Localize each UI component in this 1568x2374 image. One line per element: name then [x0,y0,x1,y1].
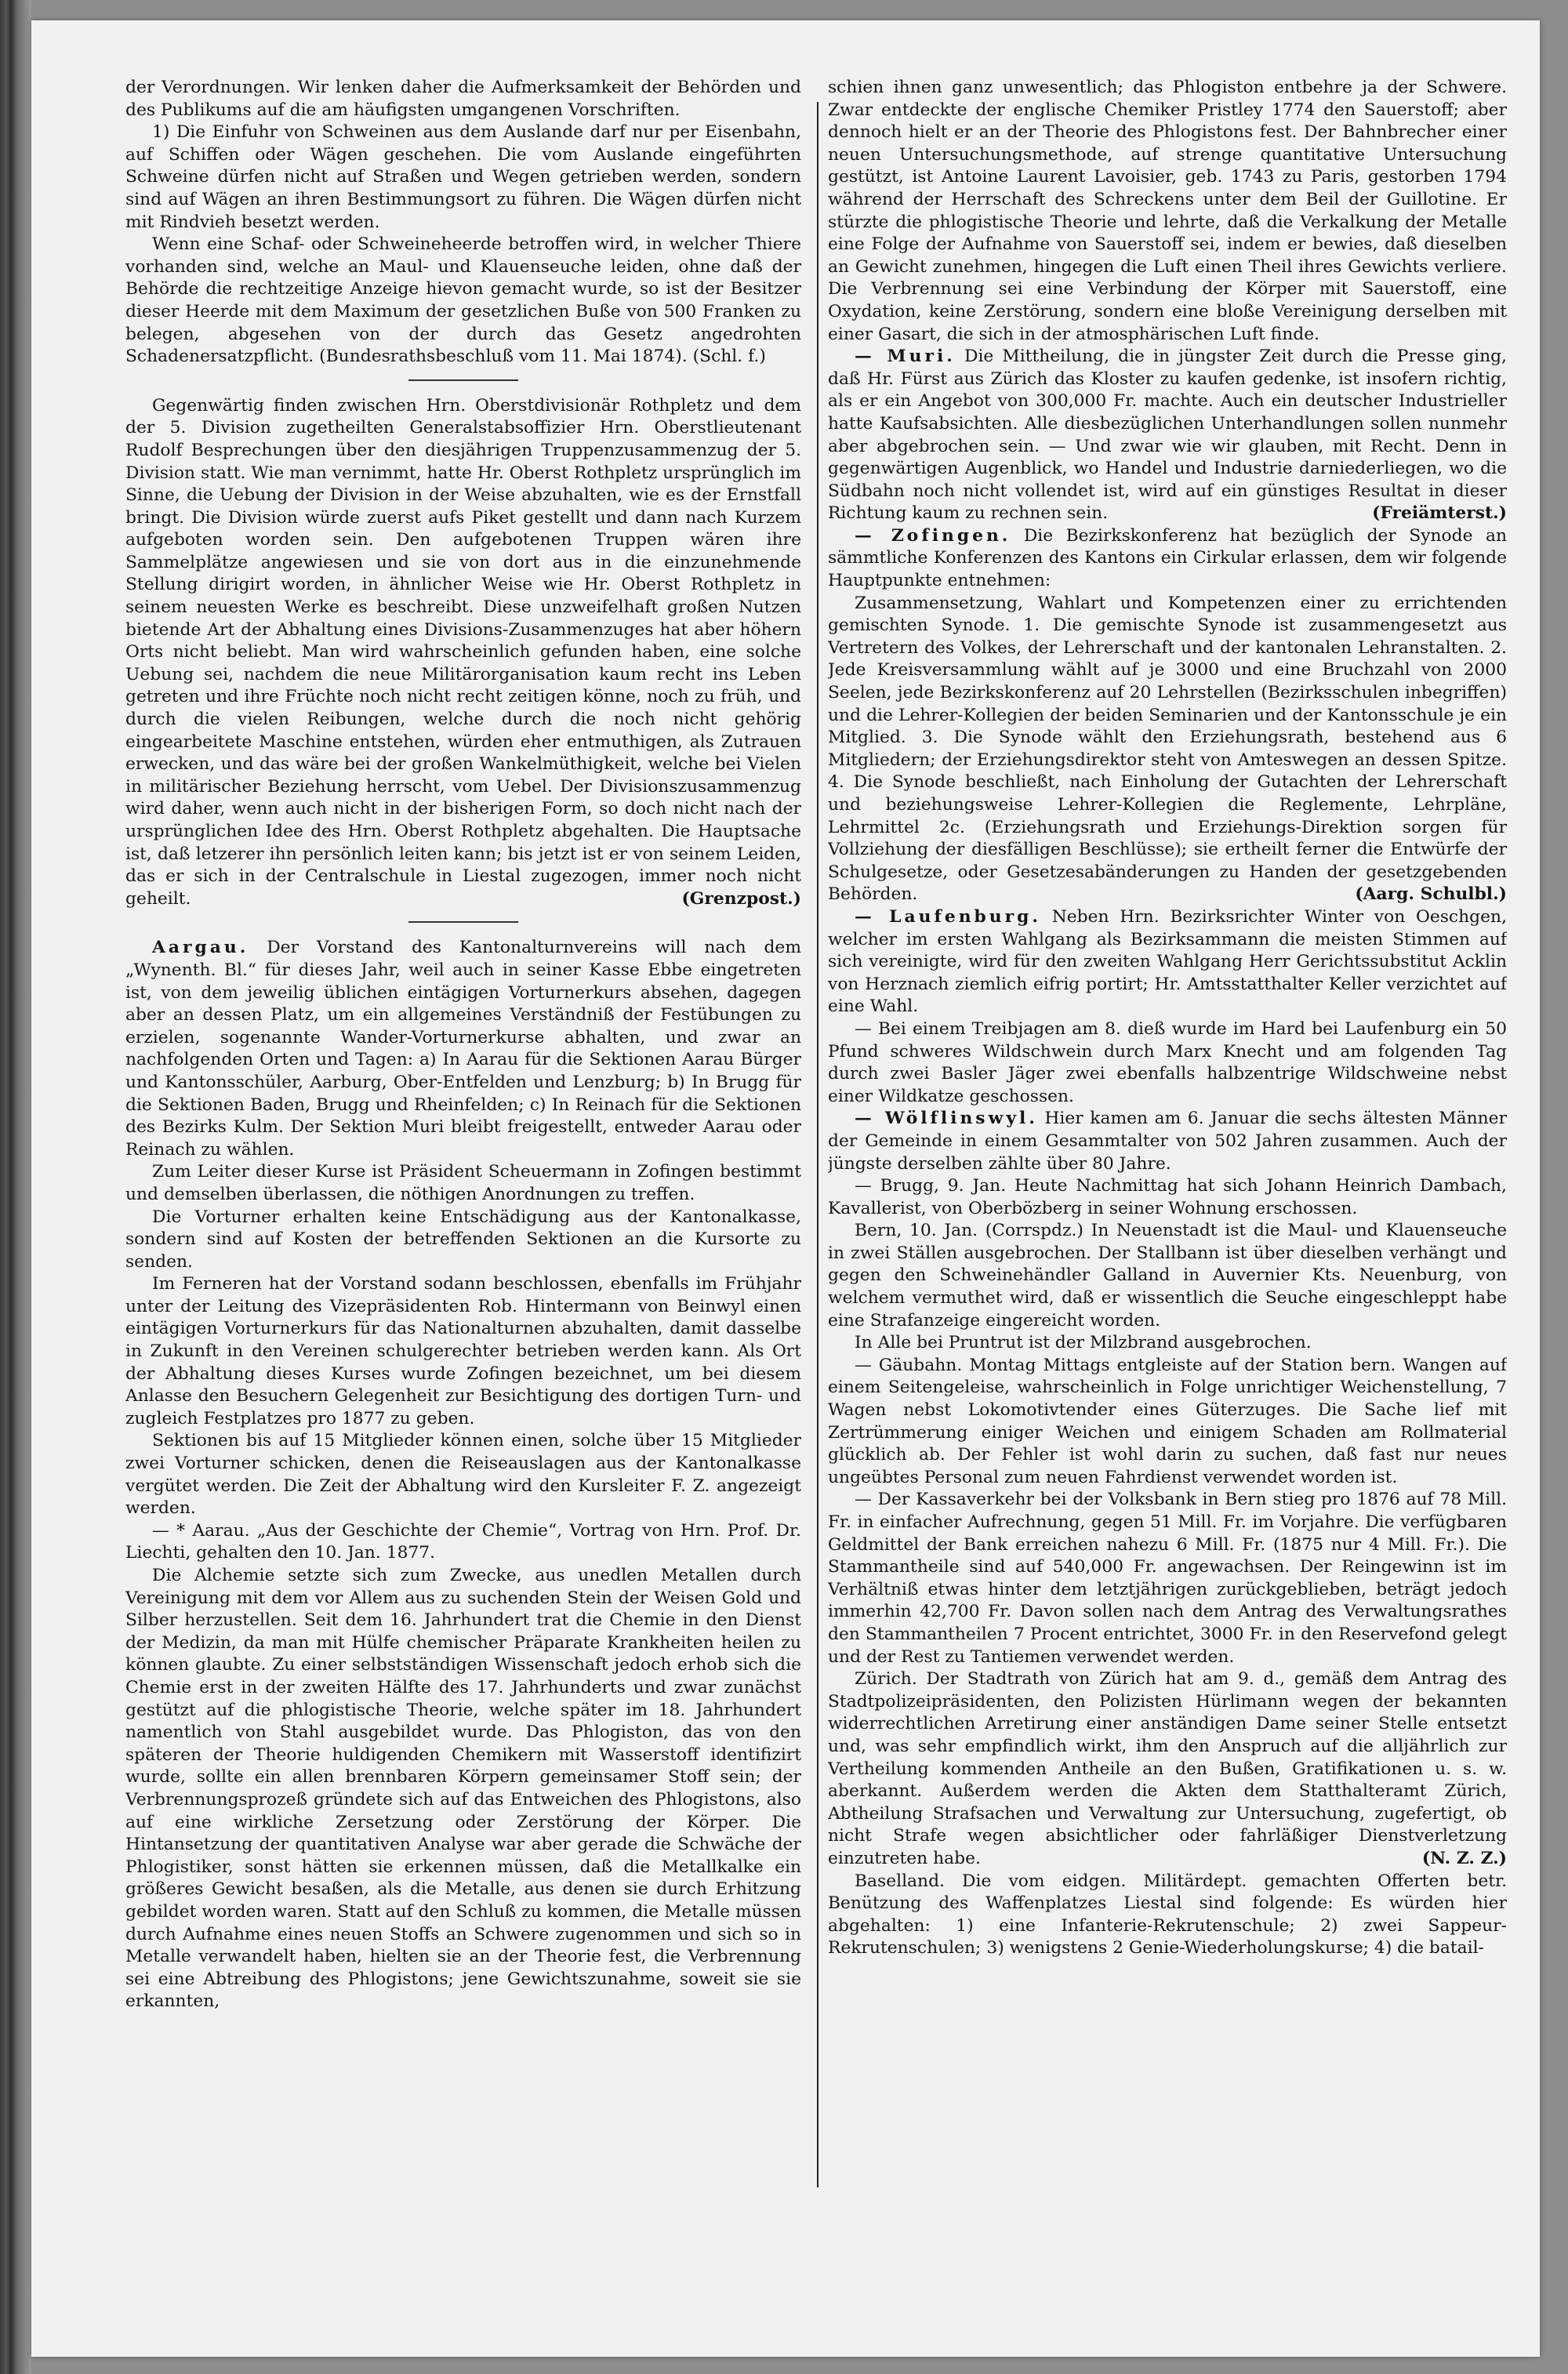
paragraph: Zum Leiter dieser Kurse ist Präsident Scheuermann in Zofingen bestimmt und demselben überlassen, die nöthigen Anordnungen zu treffen. [125,1162,801,1204]
paragraph-text: Die Bezirkskonferenz hat bezüglich der Synode an sämmtliche Konferenzen des Kantons ein Cirkular erlassen, dem wir folgende Hauptpunkte entnehmen: [828,525,1507,591]
paragraph: Baselland. Die vom eidgen. Militärdept. gemachten Offerten betr. Benützung des Waffenplatzes Liestal sind folgende: Es würden hier abgehalten: 1) eine Infanterie-Rekrutenschule; 2) zwei Sappeur-Rekrutenschulen; 3) wenigstens 2 Genie-Wiederholungskurse; 4) die batail- [828,1871,1507,1958]
paragraph-text: Der Vorstand des Kantonalturnvereins will nach dem „Wynenth. Bl.“ für dieses Jahr, weil auch in seiner Kasse Ebbe eingetreten ist, von dem jeweilig üblichen eintägigen Vorturnerkurs absehen, dagegen aber an dessen Platz, um ein allgemeines Verständniß der Festübungen zu erzielen, sogenannte Wander-Vorturnerkurse abhalten, und zwar an nachfolgenden Orten und Tagen: a) In Aarau für die Sektionen Aarau Bürger und Kantonsschüler, Aarburg, Ober-Entfelden und Lenzburg; b) In Brugg für die Sektionen Baden, Brugg und Rheinfelden; c) In Reinach für die Sektionen des Bezirks Kulm. Der Sektion Muri bleibt freigestellt, entweder Aarau oder Reinach zu wählen. [125,938,801,1160]
paragraph-text: Zürich. Der Stadtrath von Zürich hat am 9. d., gemäß dem Antrag des Stadtpolizeipräsidenten, den Polizisten Hürlimann wegen der bekannten widerrechtlichen Arretirung einer anständigen Dame seiner Stelle entsetzt und, was sehr empfindlich wirkt, ihm den Anspruch auf die alljährlich zur Vertheilung kommenden Antheile an den Bußen, Gratifikationen u. s. w. aberkannt. Außerdem werden die Akten dem Statthalteramt Zürich, Abtheilung Strafsachen und Verwaltung zur Untersuchung, zugefertigt, ob nicht Strafe wegen absichtlicher oder fahrläßiger Dienstverletzung einzutreten habe. [828,1669,1507,1868]
paragraph [828,593,1507,906]
place-heading: — Wölflinswyl. [855,1109,1038,1129]
place-heading: — Zofingen. [855,525,1011,546]
paragraph: — Gäubahn. Montag Mittags entgleiste auf der Station bern. Wangen auf einem Seitengeleise, wahrscheinlich in Folge unrichtiger Weichenstellung, 7 Wagen nebst Lokomotivtender eines Güterzuges. Die Sache lief mit Zertrümmerung einiger Weichen und einigem Schaden am Rollmaterial glücklich ab. Der Fehler ist wohl darin zu suchen, daß fast nur neues ungeübtes Personal zum neuen Fahrdienst verwendet worden ist. [828,1355,1507,1487]
paragraph [828,906,1507,1018]
paragraph: Bern, 10. Jan. (Corrspdz.) In Neuenstadt ist die Maul- und Klauenseuche in zwei Ställen ausgebrochen. Der Stallbann ist über dieselben verhängt und gegen den Schweinehändler Galland in Auvernier Kts. Neuenburg, von welchem vermuthet wird, daß er wissentlich die Seuche eingeschleppt habe eine Strafanzeige eingereicht worden. [828,1221,1507,1330]
source-citation: (Aarg. Schulbl.) [1355,884,1507,905]
source-citation: (Freiämterst.) [1372,503,1507,524]
right-column [828,77,1507,2194]
paragraph [125,937,801,1161]
paragraph [828,1108,1507,1175]
paragraph-text: Wenn eine Schaf- oder Schweineheerde betroffen wird, in welcher Thiere vorhanden sind, welche an Maul- und Klauenseuche leiden, ohne daß der Behörde die rechtzeitige Anzeige hievon gemacht wurde, so ist der Besitzer dieser Heerde mit dem Maximum der gesetzlichen Buße von 500 Franken zu belegen, abgesehen von der durch das Gesetz angedrohten Schadenersatzpflicht. [125,234,801,367]
paragraph: In Alle bei Pruntrut ist der Milzbrand ausgebrochen. [855,1333,1312,1353]
place-heading: — Muri. [855,347,956,367]
place-heading: — Laufenburg. [855,906,1041,927]
paragraph: 1) Die Einfuhr von Schweinen aus dem Auslande darf nur per Eisenbahn, auf Schiffen oder Wägen geschehen. Die vom Auslande eingeführten Schweine dürfen nicht auf Straßen und Wegen getrieben werden, sondern sind auf Wägen an ihren Bestimmungsort zu führen. Die Wägen dürfen nicht mit Rindvieh besetzt werden. [125,122,801,232]
paragraph: — Bei einem Treibjagen am 8. dieß wurde im Hard bei Laufenburg ein 50 Pfund schweres Wildschwein durch Marx Knecht und am folgenden Tag durch zwei Basler Jäger zwei ebenfalls halbzentrige Wildschweine nebst einer Wildkatze geschossen. [828,1018,1507,1106]
paragraph-text: Die Mittheilung, die in jüngster Zeit durch die Presse ging, daß Hr. Fürst aus Zürich das Kloster zu kaufen gedenke, ist insofern richtig, als er ein Angebot von 300,000 Fr. machte. Auch ein deutscher Industrieller hatte Kaufsabsichten. Alle diesbezüglichen Unterhandlungen sollen nunmehr aber abgebrochen sein. — Und zwar wie wir glauben, mit Recht. Denn in gegenwärtigen Augenblick, wo Handel und Industrie darniederliegen, wo die Südbahn noch nicht vollendet ist, wird auf ein günstiges Resultat in dieser Richtung kaum zu rechnen sein. [828,347,1507,524]
paragraph: der Verordnungen. Wir lenken daher die Aufmerksamkeit der Behörden und des Publikums auf die am häufigsten umgangenen Vorschriften. [125,78,801,120]
paragraph [828,525,1507,593]
paragraph [125,234,801,368]
paragraph: Die Vorturner erhalten keine Entschädigung aus der Kantonalkasse, sondern sind auf Kosten der betreffenden Sektionen an die Kursorte zu senden. [125,1207,801,1272]
paragraph-text: Neben Hrn. Bezirksrichter Winter von Oeschgen, welcher im ersten Wahlgang als Bezirksammann die meisten Stimmen auf sich vereinigte, wird für den zweiten Wahlgang Herr Gerichtssubstitut Acklin von Herznach ziemlich eifrig portirt; Hr. Amtsstatthalter Keller verzichtet auf eine Wahl. [828,906,1507,1017]
paragraph-text: Gegenwärtig finden zwischen Hrn. Oberstdivisionär Rothpletz und dem der 5. Division zugetheilten Generalstabsoffizier Hrn. Oberstlieutenant Rudolf Besprechungen über den diesjährigen Truppenzusammenzug der 5. Division statt. Wie man vernimmt, hatte Hr. Oberst Rothpletz ursprünglich im Sinne, die Uebung der Division in der Weise abzuhalten, wie es der Ernstfall bringt. Die Division würde zuerst aufs Piket gestellt und dann nach Kurzem aufgeboten worden sein. Den aufgebotenen Truppen wären ihre Sammelplätze angewiesen und sie von dort aus in die einzunehmende Stellung dirigirt worden, in ähnlicher Weise wie Hr. Oberst Rothpletz in seinem neuesten Werke es beschreibt. Diese unzweifelhaft großen Nutzen bietende Art der Abhaltung eines Divisions-Zusammenzuges hat aber höhern Orts nicht beliebt. Man wird wahrscheinlich gefunden haben, eine solche Uebung sei, nachdem die neue Militärorganisation kaum recht ins Leben getreten und ihre Früchte noch nicht recht zeitigen könne, noch zu früh, und durch die vielen Reibungen, welche durch die noch nicht gehörig eingearbeitete Maschine entstehen, würden eher entmuthigen, als Zutrauen erwecken, und das wäre bei der großen Wankelmüthigkeit, welche bei Vielen in militärischer Beziehung herrscht, vom Uebel. Der Divisionszusammenzug wird daher, wenn auch nicht in der bisherigen Form, so doch nicht nach der ursprünglichen Idee des Hrn. Oberst Rothpletz abgehalten. Die Hauptsache ist, daß letzerer ihn persönlich leiten kann; bis jetzt ist er von seinem Leiden, das er sich in der Centralschule in Liestal zugezogen, immer noch nicht geheilt. [125,395,801,909]
column-divider [817,102,818,2187]
paragraph: Sektionen bis auf 15 Mitglieder können einen, solche über 15 Mitglieder zwei Vorturner schicken, denen die Reiseauslagen aus der Kantonalkasse vergütet werden. Die Zeit der Abhaltung wird den Kursleiter F. Z. angezeigt werden. [125,1431,801,1519]
book-binding [0,0,31,2374]
left-column [125,77,801,2194]
source-citation: (Grenzpost.) [681,888,801,909]
section-rule [408,921,518,923]
section-rule [408,379,518,381]
source-citation: (N. Z. Z.) [1421,1848,1507,1868]
paragraph: schien ihnen ganz unwesentlich; das Phlogiston entbehre ja der Schwere. Zwar entdeckte der englische Chemiker Pristley 1774 den Sauerstoff; aber dennoch hielt er an der Theorie des Phlogistons fest. Der Bahnbrecher einer neuen Untersuchungsmethode, auf strenge quantitative Untersuchung gestützt, ist Antoine Laurent Lavoisier, geb. 1743 zu Paris, gestorben 1794 während der Herrschaft des Schreckens unter dem Beil der Guillotine. Er stürzte die phlogistische Theorie und lehrte, daß die Verkalkung der Metalle eine Folge der Aufnahme von Sauerstoff sei, indem er bewies, daß dieselben an Gewicht zunehmen, hingegen die Luft einen Theil ihres Gewichts verliere. Die Verbrennung sei eine Verbindung der Körper mit Sauerstoff, eine Oxydation, keine Zerstörung, sondern eine bloße Vereinigung derselben mit einer Gasart, die sich in der atmosphärischen Luft finde. [828,78,1507,344]
paragraph-text: Hier kamen am 6. Januar die sechs ältesten Männer der Gemeinde in einem Gesammtalter von 502 Jahren zusammen. Auch der jüngste derselben zählte über 80 Jahre. [828,1109,1507,1174]
paragraph: Die Alchemie setzte sich zum Zwecke, aus unedlen Metallen durch Vereinigung mit dem vor Allem aus zu suchenden Stein der Weisen Gold und Silber herzustellen. Seit dem 16. Jahrhundert trat die Chemie in den Dienst der Medizin, da man mit Hülfe chemischer Präparate Krankheiten heilen zu können glaubte. Zu einer selbstständigen Wissenschaft jedoch erhob sich die Chemie erst in der zweiten Hälfte des 17. Jahrhunderts und zwar zunächst gestützt auf die phlogistische Theorie, welche später im 18. Jahrhundert namentlich von Stahl ausgebildet wurde. Das Phlogiston, das von den späteren der Theorie huldigenden Chemikern mit Wasserstoff identifizirt wurde, sollte ein allen brennbaren Körpern gemeinsamer Stoff sein; der Verbrennungsprozeß gründete sich auf das Entweichen des Phlogistons, also auf eine wirkliche Zersetzung oder Zerstörung der Körper. Die Hintansetzung der quantitativen Analyse war aber gerade die Schwäche der Phlogistiker, sonst hätten sie erkennen müssen, daß die Metallkalke ein größeres Gewicht besaßen, als die Metalle, aus denen sie durch Erhitzung gebildet worden waren. Statt auf den Schluß zu kommen, die Metalle müssen durch Aufnahme eines neuen Stoffs an Schwere zugenommen und sich so in Metalle verwandelt haben, hielten sie an der Theorie fest, die Verbrennung sei eine Abtreibung des Phlogistons; jene Gewichtszunahme, soweit sie sie erkannten, [125,1566,801,2012]
paragraph [828,1668,1507,1870]
paragraph: — Der Kassaverkehr bei der Volksbank in Bern stieg pro 1876 auf 78 Mill. Fr. in einfacher Aufrechnung, gegen 51 Mill. Fr. im Vorjahre. Die verfügbaren Geldmittel der Bank erreichen nahezu 6 Mill. Fr. (1875 nur 4 Mill. Fr.). Die Stammantheile sind auf 540,000 Fr. angewachsen. Der Reingewinn ist im Verhältniß etwas hinter dem letztjährigen zurückgeblieben, beträgt jedoch immerhin 42,700 Fr. Davon sollen nach dem Antrag des Verwaltungsrathes den Stammantheilen 7 Procent entrichtet, 3000 Fr. in den Reservefond gelegt und der Rest zu Tantiemen verwendet werden. [828,1490,1507,1667]
paragraph: Im Ferneren hat der Vorstand sodann beschlossen, ebenfalls im Frühjahr unter der Leitung des Vizepräsidenten Rob. Hintermann von Beinwyl einen eintägigen Vorturnerkurs für das Nationalturnen abzuhalten, damit dasselbe in Zukunft in den Vereinen schulgerechter betrieben werden kann. Als Ort der Abhaltung dieses Kurses wurde Zofingen bezeichnet, um bei diesem Anlasse den Besuchern Gelegenheit zur Besichtigung des dortigen Turn- und zugleich Festplatzes pro 1877 zu geben. [125,1274,801,1428]
source-citation: (Bundesrathsbeschluß vom 11. Mai 1874). (Schl. f.) [319,347,766,367]
paragraph: — * Aarau. „Aus der Geschichte der Chemie“, Vortrag von Hrn. Prof. Dr. Liechti, gehalten den 10. Jan. 1877. [125,1520,801,1563]
paragraph [828,346,1507,525]
place-heading: Aargau. [152,938,249,958]
paragraph [125,395,801,911]
paragraph-text: Zusammensetzung, Wahlart und Kompetenzen einer zu errichtenden gemischten Synode. 1. Die gemischte Synode ist zusammengesetzt aus Vertretern des Volkes, der Lehrerschaft und der kantonalen Lehranstalten. 2. Jede Kreisversammlung wählt auf je 3000 und eine Bruchzahl von 2000 Seelen, jede Bezirkskonferenz auf 20 Lehrstellen (Bezirksschulen inbegriffen) und die Lehrer-Kollegien der beiden Seminarien und der Kantonsschule je ein Mitglied. 3. Die Synode wählt den Erziehungsrath, bestehend aus 6 Mitgliedern; der Erziehungsdirektor steht von Amteswegen an dessen Spitze. 4. Die Synode beschließt, nach Einholung der Gutachten der Lehrerschaft und beziehungsweise Lehrer-Kollegien die Reglemente, Lehrpläne, Lehrmittel 2c. (Erziehungsrath und Erziehungs-Direktion sorgen für Vollziehung der diesfälligen Beschlüsse); sie ertheilt ferner die Entwürfe der Schulgesetze, oder Gesetzesabänderungen zu Handen der gesetzgebenden Behörden. [828,593,1507,905]
paragraph: — Brugg, 9. Jan. Heute Nachmittag hat sich Johann Heinrich Dambach, Kavallerist, von Oberbözberg in seiner Wohnung erschossen. [828,1176,1507,1218]
